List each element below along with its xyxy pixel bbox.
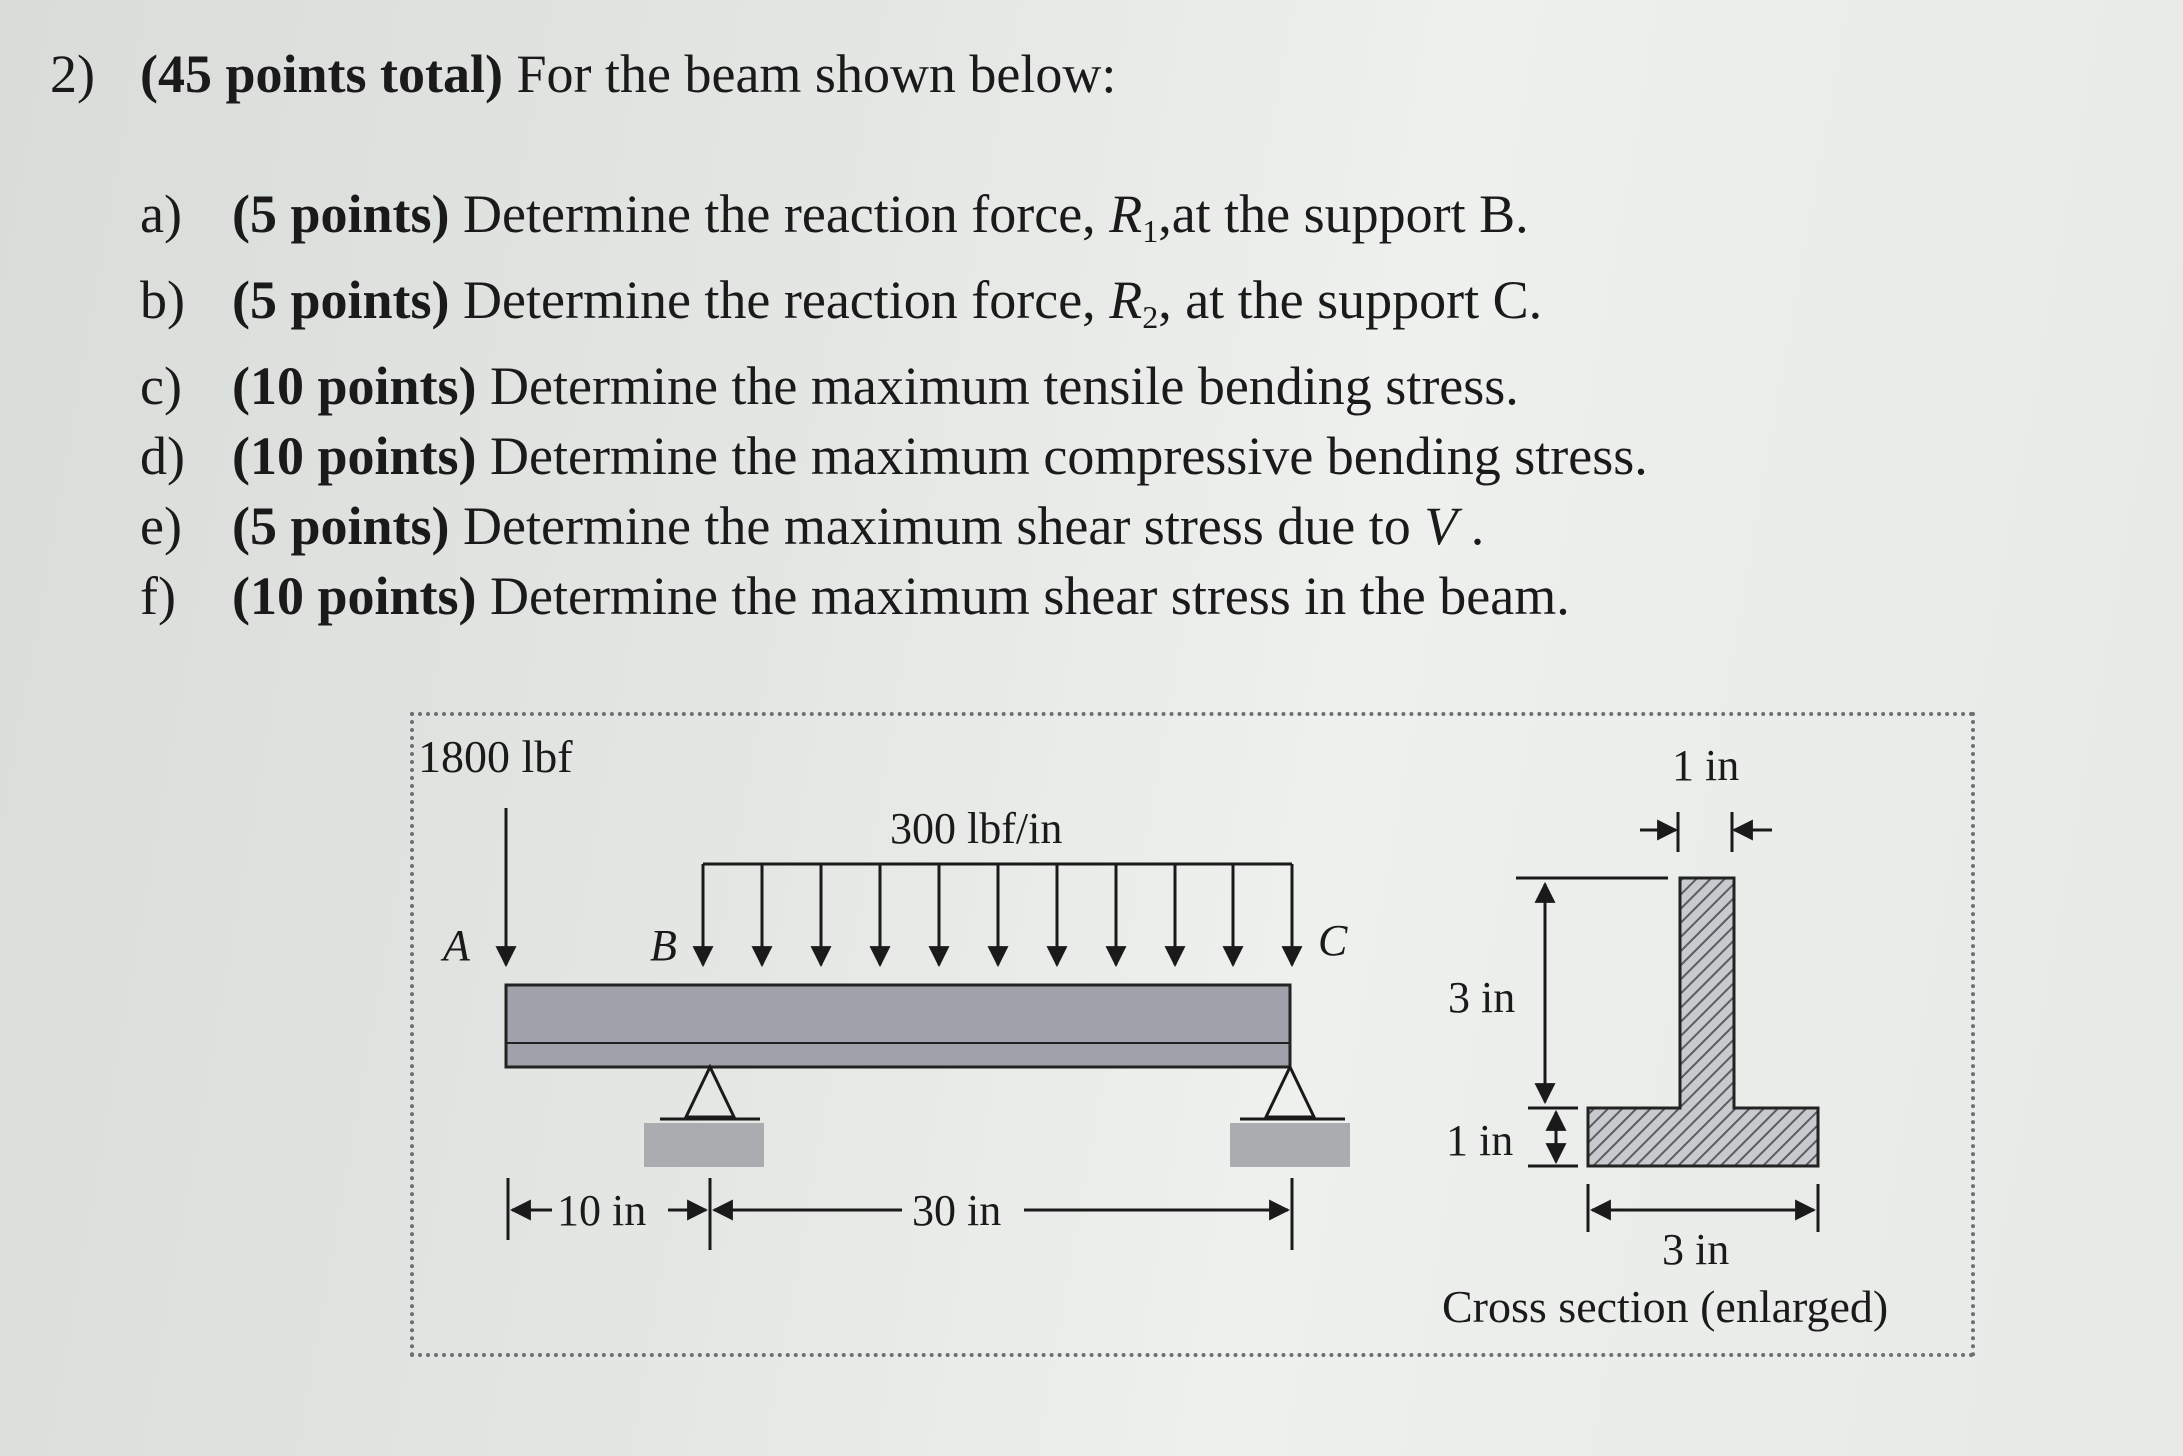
part-points: (5 points) (232, 496, 450, 556)
part-text-end: , at the support C. (1158, 270, 1543, 330)
part-points: (5 points) (232, 270, 450, 330)
distributed-load-label: 300 lbf/in (890, 804, 1063, 853)
subscript: 1 (1142, 213, 1159, 249)
flange-thickness-label: 1 in (1446, 1116, 1514, 1165)
beam (506, 985, 1290, 1067)
point-b-label: B (650, 921, 677, 970)
dim-bc-label: 30 in (912, 1186, 1002, 1235)
distributed-load-arrows (703, 864, 1292, 965)
cross-section-caption: Cross section (enlarged) (1442, 1281, 1889, 1332)
part-text: Determine the maximum shear stress due to (463, 496, 1425, 556)
support-c-ground (1230, 1123, 1350, 1167)
part-text: Determine the maximum shear stress in the beam. (490, 566, 1570, 626)
part-label: b) (140, 270, 185, 330)
part-points: (10 points) (232, 426, 477, 486)
question-number: 2) (50, 44, 95, 104)
part-label: c) (140, 356, 182, 416)
flange-width-label: 3 in (1662, 1225, 1730, 1274)
point-a-label: A (443, 921, 470, 970)
question-points: (45 points total) (140, 44, 503, 104)
variable: R (1109, 184, 1143, 244)
support-c-triangle (1266, 1067, 1314, 1117)
part-text: Determine the maximum compressive bending stress. (490, 426, 1648, 486)
web-height-label: 3 in (1448, 973, 1516, 1022)
tee-cross-section (1588, 878, 1818, 1166)
part-text: Determine the maximum tensile bending stress. (490, 356, 1519, 416)
part-text: Determine the reaction force, (463, 184, 1110, 244)
part-points: (5 points) (232, 184, 450, 244)
part-points: (10 points) (232, 356, 477, 416)
part-label: d) (140, 426, 185, 486)
part-label: f) (140, 566, 176, 626)
variable: R (1109, 270, 1143, 330)
part-label: e) (140, 496, 182, 556)
part-points: (10 points) (232, 566, 477, 626)
support-b-triangle (686, 1067, 734, 1117)
part-text-end: . (1457, 496, 1485, 556)
part-text: Determine the reaction force, (463, 270, 1110, 330)
part-text-end: ,at the support B. (1158, 184, 1529, 244)
variable: V (1424, 496, 1458, 556)
point-c-label: C (1318, 916, 1348, 965)
question-prompt: For the beam shown below: (516, 44, 1117, 104)
point-load-label: 1800 lbf (418, 731, 573, 782)
dim-ab-label: 10 in (557, 1186, 647, 1235)
subscript: 2 (1142, 299, 1159, 335)
web-width-label: 1 in (1672, 741, 1740, 790)
support-b-ground (644, 1123, 764, 1167)
part-label: a) (140, 184, 182, 244)
